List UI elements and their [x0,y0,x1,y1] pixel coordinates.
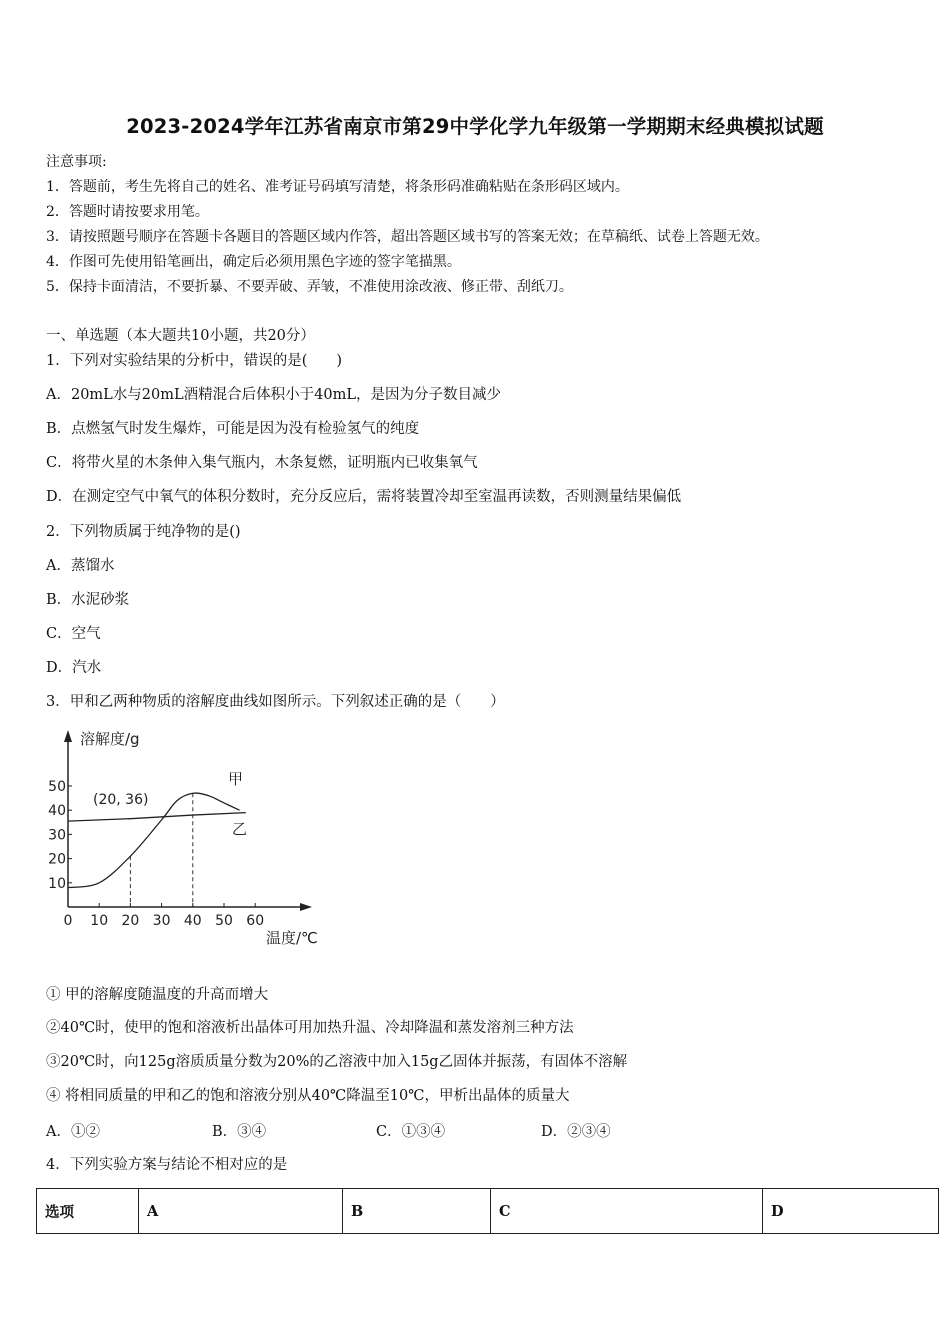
x-axis-label: 温度/℃ [266,929,318,947]
answer-option: A．蒸馏水 [46,558,115,574]
question-stem: 4．下列实验方案与结论不相对应的是 [46,1157,288,1173]
y-tick-label: 40 [48,803,66,820]
chart-axes [48,730,312,929]
table-cell: 选项 [37,1189,139,1234]
statement: ③20℃时，向125g溶质质量分数为20%的乙溶液中加入15g乙固体并振荡，有固体不溶解 [46,1054,628,1070]
series-label-yi: 乙 [232,820,248,838]
answer-choice: B．③④ [212,1124,267,1140]
y-tick-label: 30 [48,827,66,844]
statement: ②40℃时，使甲的饱和溶液析出晶体可用加热升温、冷却降温和蒸发溶剂三种方法 [46,1020,574,1036]
section-heading: 一、单选题（本大题共10小题，共20分） [46,328,315,344]
question-stem: 2．下列物质属于纯净物的是() [46,524,241,540]
annotation-label: (20, 36) [93,792,149,808]
answer-option: D．汽水 [46,660,102,676]
x-tick-label: 60 [246,913,265,929]
answer-choice: C．①③④ [376,1124,446,1140]
answer-option: C．空气 [46,626,101,642]
series-label-jia: 甲 [228,770,244,788]
x-tick-label: 30 [152,913,171,929]
options-table [36,1188,939,1234]
answer-option: D．在测定空气中氧气的体积分数时，充分反应后，需将装置冷却至室温再读数，否则测量结果偏低 [46,489,682,505]
solubility-chart [40,722,340,952]
answer-option: B．水泥砂浆 [46,592,130,608]
notice-item: 3．请按照题号顺序在答题卡各题目的答题区域内作答，超出答题区域书写的答案无效；在草稿纸、试卷上答题无效。 [46,229,769,245]
notice-item: 2．答题时请按要求用笔。 [46,204,209,220]
x-tick-label: 40 [183,913,202,929]
x-axis-arrow [300,903,312,911]
table-cell: D [763,1189,939,1234]
page-title: 2023-2024学年江苏省南京市第29中学化学九年级第一学期期末经典模拟试题 [126,115,824,138]
table-cell: B [343,1189,491,1234]
y-tick-label: 20 [48,851,66,868]
answer-choice: D．②③④ [541,1124,611,1140]
series-line-2 [68,813,246,821]
table-cell: A [139,1189,343,1234]
answer-option: C．将带火星的木条伸入集气瓶内，木条复燃，证明瓶内已收集氧气 [46,455,478,471]
answer-option: B．点燃氢气时发生爆炸，可能是因为没有检验氢气的纯度 [46,421,420,437]
table-cell: C [491,1189,763,1234]
statement: ④ 将相同质量的甲和乙的饱和溶液分别从40℃降温至10℃，甲析出晶体的质量大 [46,1088,570,1104]
answer-choice: A．①② [46,1124,100,1140]
question-stem: 3．甲和乙两种物质的溶解度曲线如图所示。下列叙述正确的是（ ） [46,694,505,710]
table-row [37,1189,939,1234]
x-tick-label: 20 [121,913,140,929]
y-axis-arrow [64,730,72,742]
y-axis-label: 溶解度/g [80,730,140,748]
x-tick-label: 50 [215,913,233,929]
x-tick-label: 0 [63,913,73,929]
question-stem: 1．下列对实验结果的分析中，错误的是( ) [46,353,343,369]
notice-heading: 注意事项: [46,154,107,170]
y-tick-label: 50 [48,779,66,795]
answer-option: A．20mL水与20mL酒精混合后体积小于40mL，是因为分子数目减少 [46,387,501,403]
x-tick-label: 10 [90,913,109,929]
statement: ① 甲的溶解度随温度的升高而增大 [46,987,269,1003]
y-tick-label: 10 [48,875,66,892]
notice-item: 5．保持卡面清洁，不要折暴、不要弄破、弄皱，不准使用涂改液、修正带、刮纸刀。 [46,279,573,295]
notice-item: 1．答题前，考生先将自己的姓名、准考证号码填写清楚，将条形码准确粘贴在条形码区域内。 [46,179,629,195]
notice-item: 4．作图可先使用铅笔画出，确定后必须用黑色字迹的签字笔描黑。 [46,254,461,270]
